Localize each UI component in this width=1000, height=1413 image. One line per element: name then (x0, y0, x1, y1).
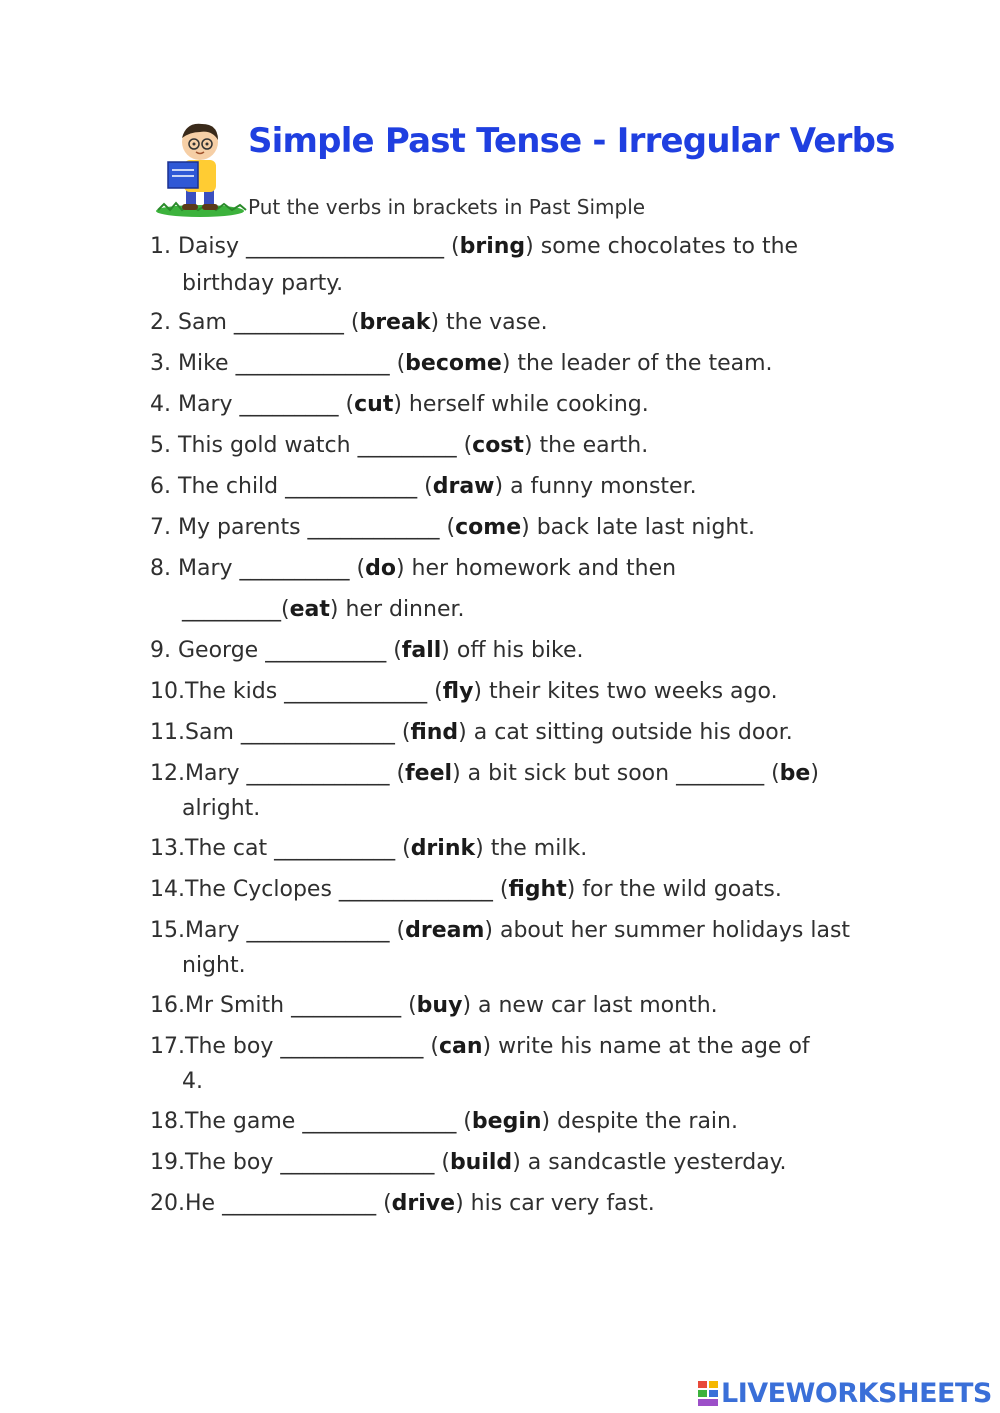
item-verb: can (438, 1034, 483, 1059)
item-number: 7. (150, 515, 171, 540)
item-number: 16. (150, 993, 185, 1018)
exercise-item (150, 428, 880, 463)
item-number: 13. (150, 836, 185, 861)
item-text: ) for the wild goats. (566, 877, 782, 902)
exercise-item (150, 1029, 880, 1064)
item-verb: feel (405, 761, 453, 786)
item-number: 9. (150, 638, 171, 663)
item-text: Mary _____________ ( (185, 761, 406, 786)
item-text: ) back late last night. (521, 515, 755, 540)
item-number: 8. (150, 556, 171, 581)
item-text: ) write his name at the age of (482, 1034, 810, 1059)
item-verb: draw (432, 474, 495, 499)
item-number: 20. (150, 1191, 185, 1216)
item-verb: fall (401, 638, 442, 663)
item-text: Daisy __________________ ( (178, 234, 460, 259)
item-text: ) the earth. (523, 433, 649, 458)
item-text: The game ______________ ( (185, 1109, 472, 1134)
item-verb: build (449, 1150, 513, 1175)
item-text: ) their kites two weeks ago. (473, 679, 778, 704)
item-text: ) the milk. (475, 836, 588, 861)
item-number: 19. (150, 1150, 185, 1175)
item-text: Mike ______________ ( (178, 351, 406, 376)
item-number: 1. (150, 234, 171, 259)
item-verb: break (359, 310, 431, 335)
item-text: The child ____________ ( (178, 474, 433, 499)
item-number: 11. (150, 720, 185, 745)
item-number: 5. (150, 433, 171, 458)
item-text: The kids _____________ ( (185, 679, 443, 704)
item-text: The boy ______________ ( (185, 1150, 450, 1175)
item-verb: cut (354, 392, 394, 417)
item-verb: eat (289, 597, 330, 622)
item-text: Mary __________ ( (178, 556, 366, 581)
exercise-item-continuation (182, 592, 465, 627)
item-text: He ______________ ( (185, 1191, 392, 1216)
exercise-item-continuation (182, 266, 343, 301)
item-number: 17. (150, 1034, 185, 1059)
item-text: ) (810, 761, 819, 786)
item-verb: do (365, 556, 396, 581)
exercise-item (150, 756, 880, 791)
exercise-item-continuation (182, 791, 260, 826)
item-verb: bring (459, 234, 526, 259)
exercise-item (150, 715, 880, 750)
item-number: 12. (150, 761, 185, 786)
exercise-item (150, 674, 880, 709)
worksheet-instruction: Put the verbs in brackets in Past Simple (248, 195, 646, 219)
item-text: ) off his bike. (441, 638, 584, 663)
item-text: alright. (182, 796, 261, 821)
item-number: 2. (150, 310, 171, 335)
item-verb: find (410, 720, 459, 745)
exercise-item (150, 633, 880, 668)
exercise-item (150, 872, 880, 907)
exercise-item (150, 346, 880, 381)
exercise-item (150, 1186, 880, 1221)
worksheet-title: Simple Past Tense - Irregular Verbs (248, 121, 895, 161)
item-text: Sam __________ ( (178, 310, 360, 335)
item-number: 3. (150, 351, 171, 376)
liveworksheets-logo-icon (697, 1379, 719, 1407)
item-text: Sam ______________ ( (185, 720, 411, 745)
item-verb: drink (410, 836, 476, 861)
item-verb: begin (471, 1109, 542, 1134)
item-text: Mary _____________ ( (185, 918, 406, 943)
item-text: The Cyclopes ______________ ( (185, 877, 509, 902)
item-text: night. (182, 953, 246, 978)
exercise-item (150, 229, 880, 264)
liveworksheets-brand: LIVEWORKSHEETS (721, 1377, 992, 1409)
item-text: ) her homework and then (395, 556, 677, 581)
exercise-item (150, 305, 880, 340)
liveworksheets-logo (697, 1376, 992, 1410)
item-text: ) despite the rain. (541, 1109, 738, 1134)
item-text: ) a cat sitting outside his door. (458, 720, 793, 745)
item-verb: become (405, 351, 502, 376)
item-verb: buy (416, 993, 463, 1018)
item-text: ) a sandcastle yesterday. (512, 1150, 787, 1175)
exercise-item (150, 469, 880, 504)
item-text: ) his car very fast. (455, 1191, 655, 1216)
item-text: 4. (182, 1069, 203, 1094)
item-verb: fly (442, 679, 474, 704)
item-text: ) the leader of the team. (501, 351, 773, 376)
item-verb: drive (391, 1191, 456, 1216)
item-number: 14. (150, 877, 185, 902)
item-text: The boy _____________ ( (185, 1034, 439, 1059)
item-verb: cost (472, 433, 524, 458)
item-text: ) a bit sick but soon ________ ( (452, 761, 780, 786)
item-text: The cat ___________ ( (185, 836, 411, 861)
item-verb: be (779, 761, 811, 786)
item-verb: come (455, 515, 522, 540)
item-text: birthday party. (182, 271, 344, 296)
item-text: ) the vase. (430, 310, 548, 335)
item-number: 10. (150, 679, 185, 704)
reading-boy-illustration (150, 118, 250, 220)
item-text: ) about her summer holidays last (484, 918, 851, 943)
item-text: My parents ____________ ( (178, 515, 456, 540)
exercise-item (150, 831, 880, 866)
exercise-item (150, 1104, 880, 1139)
item-verb: fight (508, 877, 567, 902)
item-number: 6. (150, 474, 171, 499)
item-verb: dream (405, 918, 485, 943)
item-text: _________( (182, 597, 290, 622)
item-number: 18. (150, 1109, 185, 1134)
item-text: ) a funny monster. (494, 474, 697, 499)
exercise-item (150, 551, 880, 586)
exercise-item (150, 510, 880, 545)
exercise-item (150, 988, 880, 1023)
item-text: Mary _________ ( (178, 392, 355, 417)
item-text: ) a new car last month. (462, 993, 718, 1018)
exercise-item (150, 387, 880, 422)
exercise-item-continuation (182, 1064, 203, 1099)
exercise-item (150, 1145, 880, 1180)
item-text: ) her dinner. (329, 597, 465, 622)
item-text: ) herself while cooking. (393, 392, 649, 417)
item-text: Mr Smith __________ ( (185, 993, 417, 1018)
item-text: George ___________ ( (178, 638, 402, 663)
item-number: 4. (150, 392, 171, 417)
exercise-item (150, 913, 880, 948)
item-text: ) some chocolates to the (525, 234, 799, 259)
item-number: 15. (150, 918, 185, 943)
item-text: This gold watch _________ ( (178, 433, 473, 458)
exercise-item-continuation (182, 948, 246, 983)
